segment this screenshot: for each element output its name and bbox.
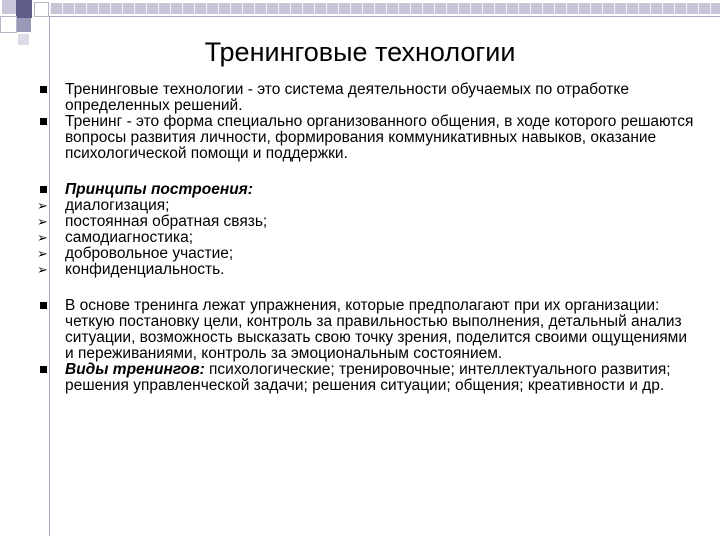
- square-bullet-icon: [40, 366, 47, 373]
- corner-square-decoration: [16, 0, 32, 18]
- principle-item: [37, 214, 697, 230]
- arrowhead-bullet-icon: ➢: [37, 230, 48, 245]
- principle-text: диалогизация;: [65, 197, 170, 214]
- principle-item: [37, 230, 697, 246]
- list-item: [37, 114, 697, 162]
- horizontal-rule: [49, 16, 720, 17]
- list-item: [37, 362, 697, 394]
- definition-text: Тренинг - это форма специально организованного общения, в ходе которого решаются вопросы развития личности, формирования коммуникативных навыков, оказание психологической помощи и поддержки.: [65, 113, 694, 162]
- principle-item: [37, 198, 697, 214]
- principle-text: самодиагностика;: [65, 229, 194, 246]
- principles-heading: Принципы построения:: [65, 181, 253, 198]
- corner-square-decoration: [2, 0, 16, 14]
- square-bullet-icon: [40, 86, 47, 93]
- corner-square-decoration: [0, 16, 17, 33]
- square-bullet-icon: [40, 186, 47, 193]
- principle-text: добровольное участие;: [65, 245, 234, 262]
- training-types-label: Виды тренингов:: [65, 361, 205, 378]
- corner-square-decoration: [18, 34, 29, 45]
- arrowhead-bullet-icon: ➢: [37, 246, 48, 261]
- arrowhead-bullet-icon: ➢: [37, 262, 48, 277]
- square-bullet-icon: [40, 302, 47, 309]
- principle-item: [37, 246, 697, 262]
- corner-square-decoration: [17, 18, 31, 32]
- list-item: [37, 298, 697, 362]
- principles-heading-item: [37, 182, 697, 198]
- corner-square-decoration: [34, 2, 49, 17]
- top-decorative-band: [50, 3, 720, 14]
- arrowhead-bullet-icon: ➢: [37, 214, 48, 229]
- definition-text: Тренинговые технологии - это система деятельности обучаемых по отработке определенных решений.: [65, 81, 629, 114]
- principle-item: [37, 262, 697, 278]
- slide-title: Тренинговые технологии: [204, 37, 516, 67]
- square-bullet-icon: [40, 118, 47, 125]
- principle-text: конфиденциальность.: [65, 261, 225, 278]
- list-item: [37, 82, 697, 114]
- arrowhead-bullet-icon: ➢: [37, 198, 48, 213]
- exercise-basis-text: В основе тренинга лежат упражнения, которые предполагают при их организации: четкую постановку цели, контроль за правильностью выполнения, детальный анализ ситуации, возможность высказать свою точку зрения, поделится своими ощущениями и переживаниями, контроль за эмоциональным состоянием.: [65, 297, 687, 362]
- principle-text: постоянная обратная связь;: [65, 213, 268, 230]
- training-types-text: психологические; тренировочные; интеллектуального развития; решения управленческой задачи; решения ситуации; общения; креативности и др.: [65, 361, 671, 394]
- slide-body: [37, 82, 697, 394]
